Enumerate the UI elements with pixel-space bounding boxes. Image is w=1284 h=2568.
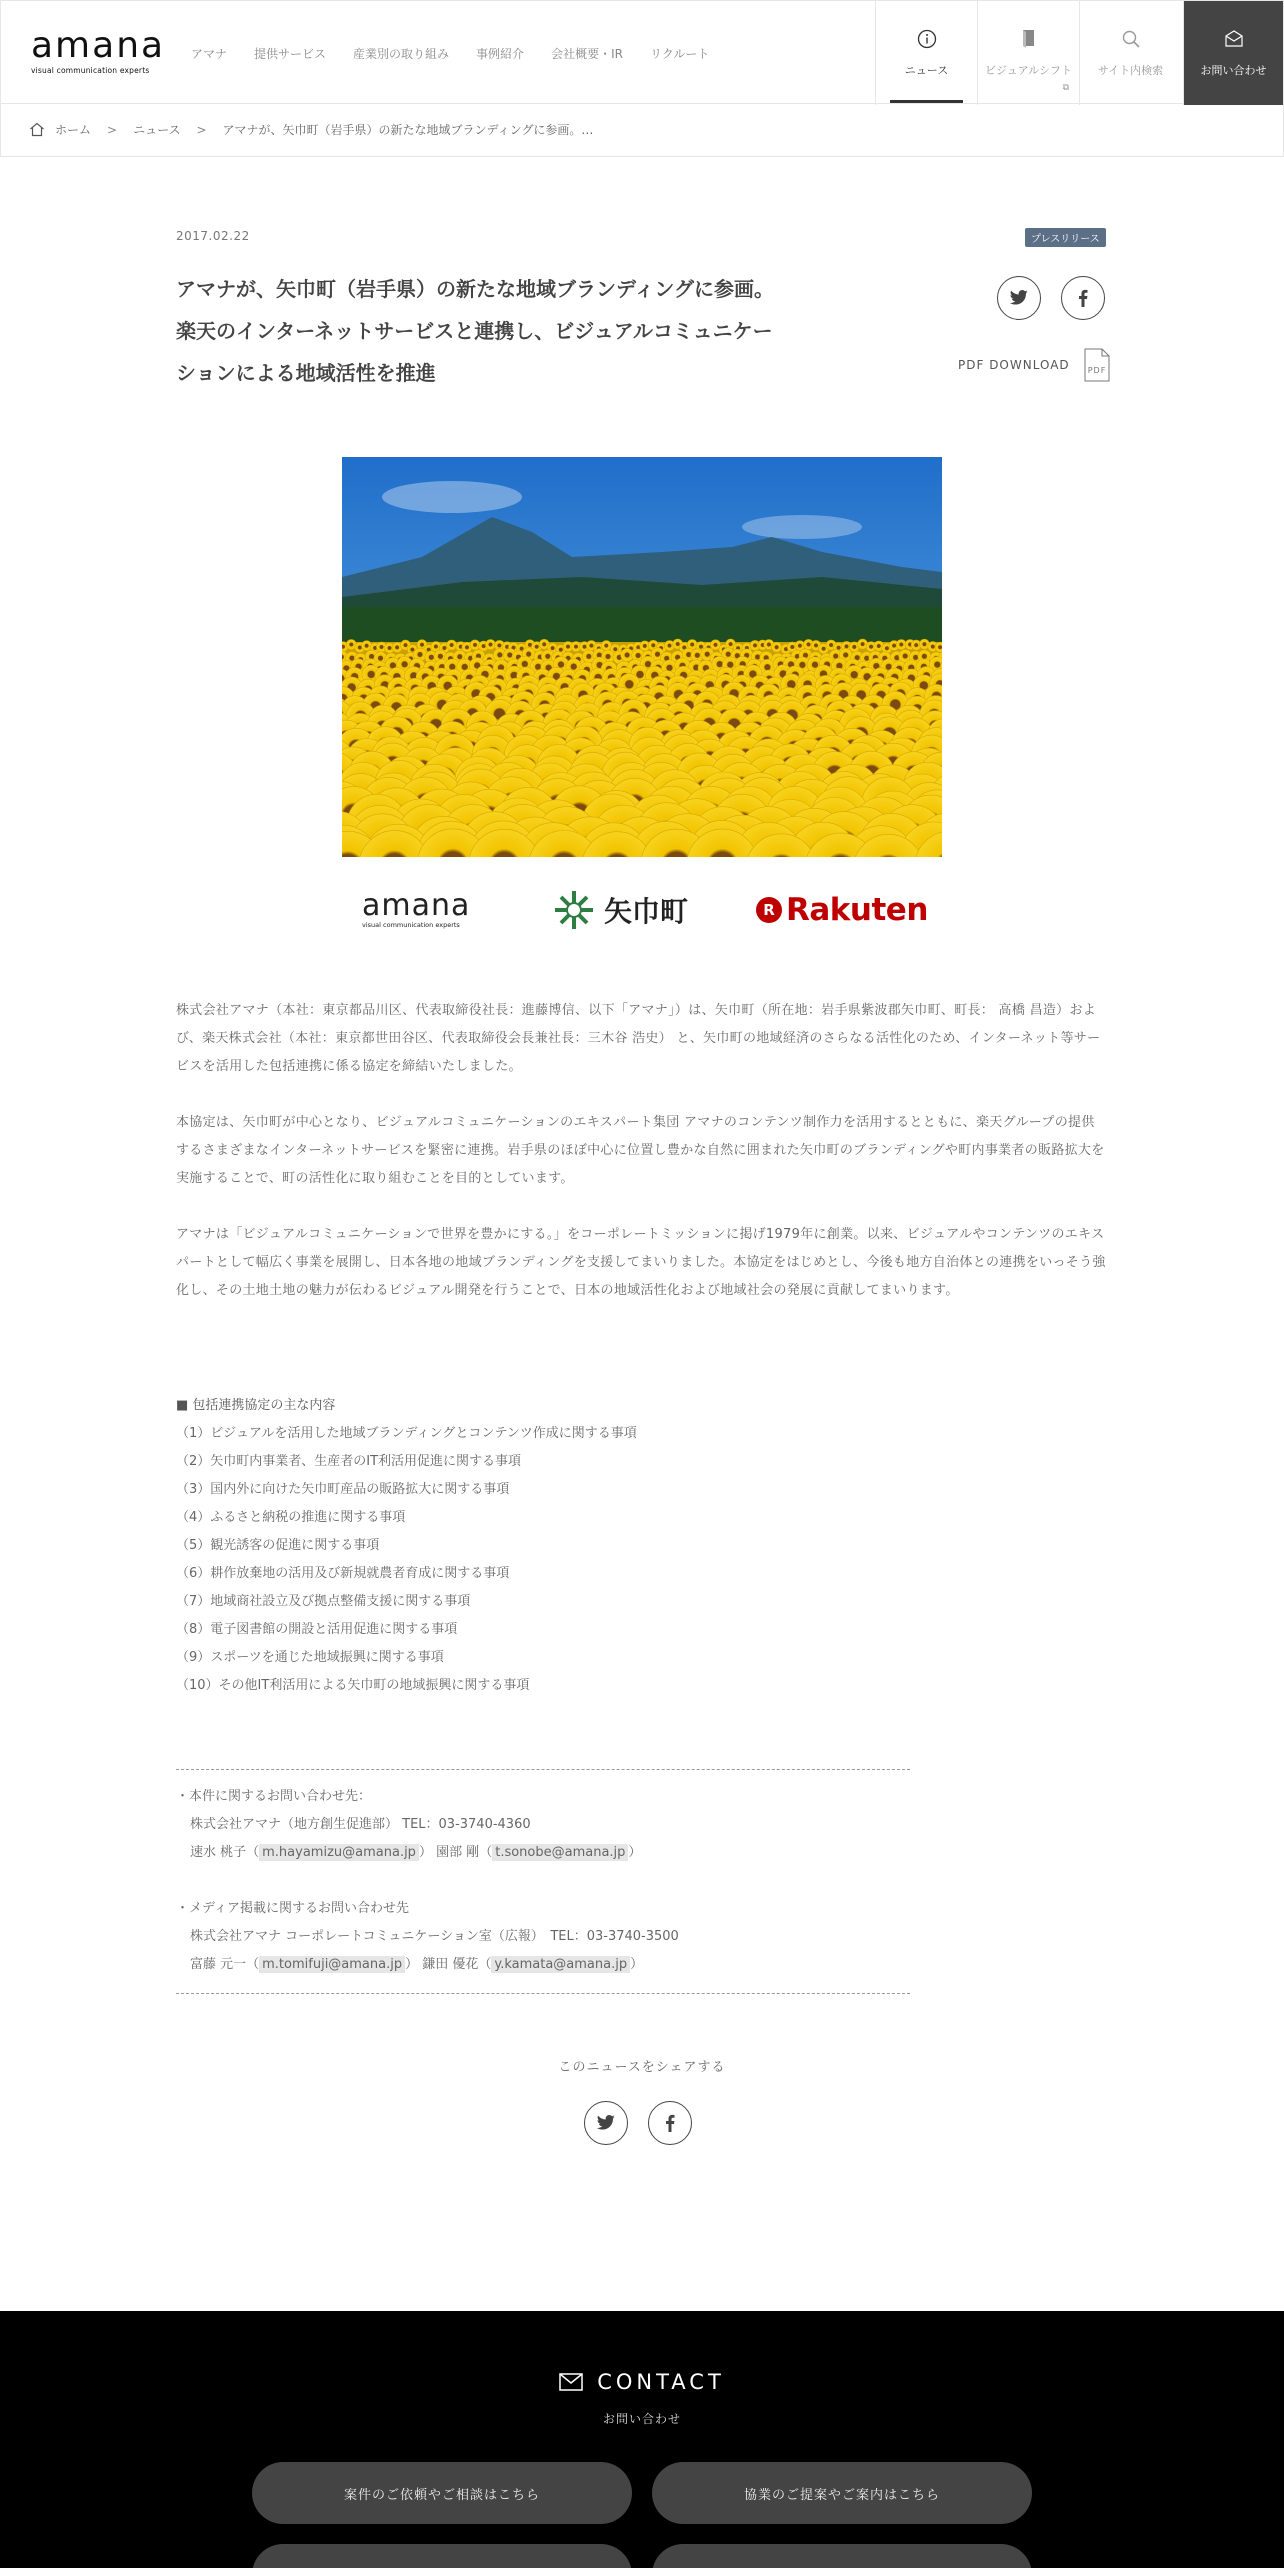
contact-button[interactable] (1183, 1, 1283, 105)
media-person-2: ） 鎌田 優花（ (405, 1957, 492, 1972)
agreement-item: （4）ふるさと納税の推進に関する事項 (176, 1510, 406, 1525)
agreement-item: （6）耕作放棄地の活用及び新規就農者育成に関する事項 (176, 1566, 510, 1581)
amana-partner-logo (362, 880, 470, 940)
agreement-item: （9）スポーツを通じた地域振興に関する事項 (176, 1650, 444, 1665)
book-icon (1018, 28, 1040, 50)
yahaba-emblem-icon (552, 888, 596, 932)
pdf-download-link[interactable] (958, 348, 1110, 382)
close-paren: ） (630, 1957, 644, 1972)
twitter-icon (1009, 290, 1029, 306)
article-title-line: ションによる地域活性を推進 (176, 361, 436, 385)
site-header (0, 0, 1284, 104)
email-link[interactable]: m.hayamizu@amana.jp (259, 1844, 419, 1861)
agreement-item: （3）国内外に向けた矢巾町産品の販路拡大に関する事項 (176, 1482, 510, 1497)
footer-button[interactable] (252, 2544, 632, 2568)
facebook-share-button[interactable] (648, 2101, 692, 2145)
agreement-list (176, 1392, 637, 1700)
share-buttons-bottom (584, 2101, 692, 2145)
logo-tagline: visual communication experts (31, 66, 150, 75)
article-paragraph: 本協定は、矢巾町が中心となり、ビジュアルコミュニケーションのエキスパート集団 アマナのコンテンツ制作力を活用するとともに、楽天グループの提供するさまざまなインターネットサービスを緊密に連携。岩手県のほぼ中心に位置し豊かな自然に囲まれた矢巾町のブランディングや町内事業者の販路拡大を実施することで、町の活性化に取り組むことを目的としています。 (176, 1115, 1105, 1186)
article-title (176, 268, 816, 394)
nav-item-cases[interactable]: 事例紹介 (476, 47, 525, 61)
header-buttons (875, 1, 1283, 105)
email-link[interactable]: m.tomifuji@amana.jp (259, 1956, 405, 1973)
nav-item-company-ir[interactable]: 会社概要・IR (551, 47, 623, 61)
amana-logo[interactable] (31, 25, 166, 77)
inquiry-heading: ・本件に関するお問い合わせ先： (176, 1789, 372, 1804)
footer-contact (0, 2311, 1284, 2568)
sunflower-field-photo (342, 457, 942, 857)
article-title-line: アマナが、矢巾町（岩手県）の新たな地域ブランディングに参画。 (176, 277, 774, 301)
visual-shift-button[interactable] (977, 1, 1079, 105)
footer-contact-title (0, 2370, 1284, 2394)
share-buttons-top (997, 276, 1105, 320)
rakuten-mark-icon: R (756, 897, 782, 923)
email-link[interactable]: t.sonobe@amana.jp (492, 1844, 628, 1861)
search-icon (1120, 28, 1142, 50)
category-badge: プレスリリース (1025, 228, 1106, 247)
nav-item-amana[interactable]: アマナ (191, 47, 228, 61)
media-heading: ・メディア掲載に関するお問い合わせ先 (176, 1901, 409, 1916)
agreement-item: （7）地域商社設立及び拠点整備支援に関する事項 (176, 1594, 471, 1609)
breadcrumb-current: アマナが、矢巾町（岩手県）の新たな地域ブランディングに参画。… (222, 123, 594, 137)
facebook-icon (665, 2114, 675, 2132)
footer-title-text: CONTACT (597, 2370, 725, 2394)
share-label: このニュースをシェアする (558, 2060, 726, 2075)
chevron-right-icon: > (107, 122, 118, 137)
amana-partner-wordmark: amana (362, 888, 471, 923)
site-search-button[interactable] (1079, 1, 1181, 105)
inquiry-people (176, 1839, 679, 1867)
article-paragraph: アマナは「ビジュアルコミュニケーションで世界を豊かにする。」をコーポレートミッションに掲げ1979年に創業。以来、ビジュアルやコンテンツのエキスパートとして幅広く事業を展開し、日本各地の地域ブランディングを支援してまいりました。本協定をはじめとし、今後も地方自治体との連携をいっそう強化し、その土地土地の魅力が伝わるビジュアル開発を行うことで、日本の地域活性化および地域社会の発展に貢献してまいります。 (176, 1227, 1106, 1298)
agreement-item: （1）ビジュアルを活用した地域ブランディングとコンテンツ作成に関する事項 (176, 1426, 637, 1441)
media-company: 株式会社アマナ コーポレートコミュニケーション室（広報） TEL：03-3740-3500 (190, 1929, 679, 1944)
footer-button[interactable] (652, 2544, 1032, 2568)
breadcrumb (0, 103, 1284, 157)
rakuten-wordmark: Rakuten (786, 892, 928, 928)
partnership-proposal-button[interactable]: 協業のご提案やご案内はこちら (652, 2462, 1032, 2524)
sunflower (486, 640, 496, 650)
email-link[interactable]: y.kamata@amana.jp (491, 1956, 630, 1973)
media-person-1: 富藤 元一（ (190, 1957, 260, 1972)
chevron-right-icon: > (196, 122, 207, 137)
agreement-heading: ■ 包括連携協定の主な内容 (176, 1398, 336, 1413)
inquiry-company: 株式会社アマナ（地方創生促進部） TEL：03-3740-4360 (190, 1817, 531, 1832)
nav-item-industries[interactable]: 産業別の取り組み (353, 47, 450, 61)
logo-wordmark: amana (31, 25, 166, 66)
home-icon[interactable] (29, 122, 45, 137)
mail-icon (559, 2373, 583, 2391)
amana-partner-tagline: visual communication experts (362, 921, 460, 929)
breadcrumb-news[interactable]: ニュース (133, 123, 181, 137)
news-button[interactable] (875, 1, 977, 105)
rakuten-logo (756, 880, 928, 940)
close-paren: ） (628, 1845, 642, 1860)
contact-info (176, 1783, 679, 1979)
project-request-button[interactable]: 案件のご依頼やご相談はこちら (252, 2462, 632, 2524)
article-paragraph: 株式会社アマナ（本社：東京都品川区、代表取締役社長：進藤博信、以下「アマナ」）は、矢巾町（所在地：岩手県紫波郡矢巾町、町長： 高橋 昌造）および、楽天株式会社（本社：東京都世田谷区、代表取締役会長兼社長：三木谷 浩史） と、矢巾町の地域経済のさらなる活性化のため、インターネット等サービスを活用した包括連携に係る協定を締結いたしました。 (176, 1003, 1101, 1074)
contact-button-label: お問い合わせ (1200, 64, 1267, 77)
agreement-item: （8）電子図書館の開設と活用促進に関する事項 (176, 1622, 458, 1637)
agreement-item: （5）観光誘客の促進に関する事項 (176, 1538, 380, 1553)
divider (176, 1769, 910, 1770)
visual-shift-label: ビジュアルシフト (984, 64, 1073, 77)
nav-item-services[interactable]: 提供サービス (254, 47, 327, 61)
yahaba-town-name: 矢巾町 (604, 895, 689, 928)
external-link-icon: ⧉ (1062, 83, 1069, 93)
twitter-share-button[interactable] (584, 2101, 628, 2145)
site-search-label: サイト内検索 (1097, 64, 1164, 77)
footer-subtitle: お問い合わせ (602, 2412, 681, 2426)
sunflower (935, 642, 942, 652)
facebook-share-button[interactable] (1061, 276, 1105, 320)
sunflower (447, 640, 457, 650)
inquiry-person-1: 速水 桃子（ (190, 1845, 260, 1860)
agreement-item: （2）矢巾町内事業者、生産者のIT利活用促進に関する事項 (176, 1454, 522, 1469)
pdf-file-icon (1084, 348, 1110, 382)
twitter-share-button[interactable] (997, 276, 1041, 320)
mail-icon (1223, 28, 1245, 50)
sunflower (772, 642, 782, 652)
article-date: 2017.02.22 (176, 229, 250, 243)
pdf-icon-text: PDF (1087, 366, 1106, 375)
info-icon (916, 28, 938, 50)
news-button-label: ニュース (904, 64, 949, 77)
sunflower (601, 641, 611, 651)
agreement-item: （10）その他IT利活用による矢巾町の地域振興に関する事項 (176, 1678, 530, 1693)
partner-logos (342, 880, 942, 940)
article-title-line: 楽天のインターネットサービスと連携し、ビジュアルコミュニケー (176, 319, 773, 343)
divider (176, 1993, 910, 1994)
inquiry-person-2: ） 園部 剛（ (418, 1845, 493, 1860)
facebook-icon (1078, 289, 1088, 307)
nav-item-recruit[interactable]: リクルート (649, 47, 710, 61)
media-people (176, 1951, 679, 1979)
twitter-icon (596, 2115, 616, 2131)
global-nav (191, 45, 736, 62)
breadcrumb-home[interactable]: ホーム (55, 123, 92, 137)
pdf-download-label: PDF DOWNLOAD (958, 358, 1070, 372)
yahaba-town-logo (552, 880, 688, 940)
